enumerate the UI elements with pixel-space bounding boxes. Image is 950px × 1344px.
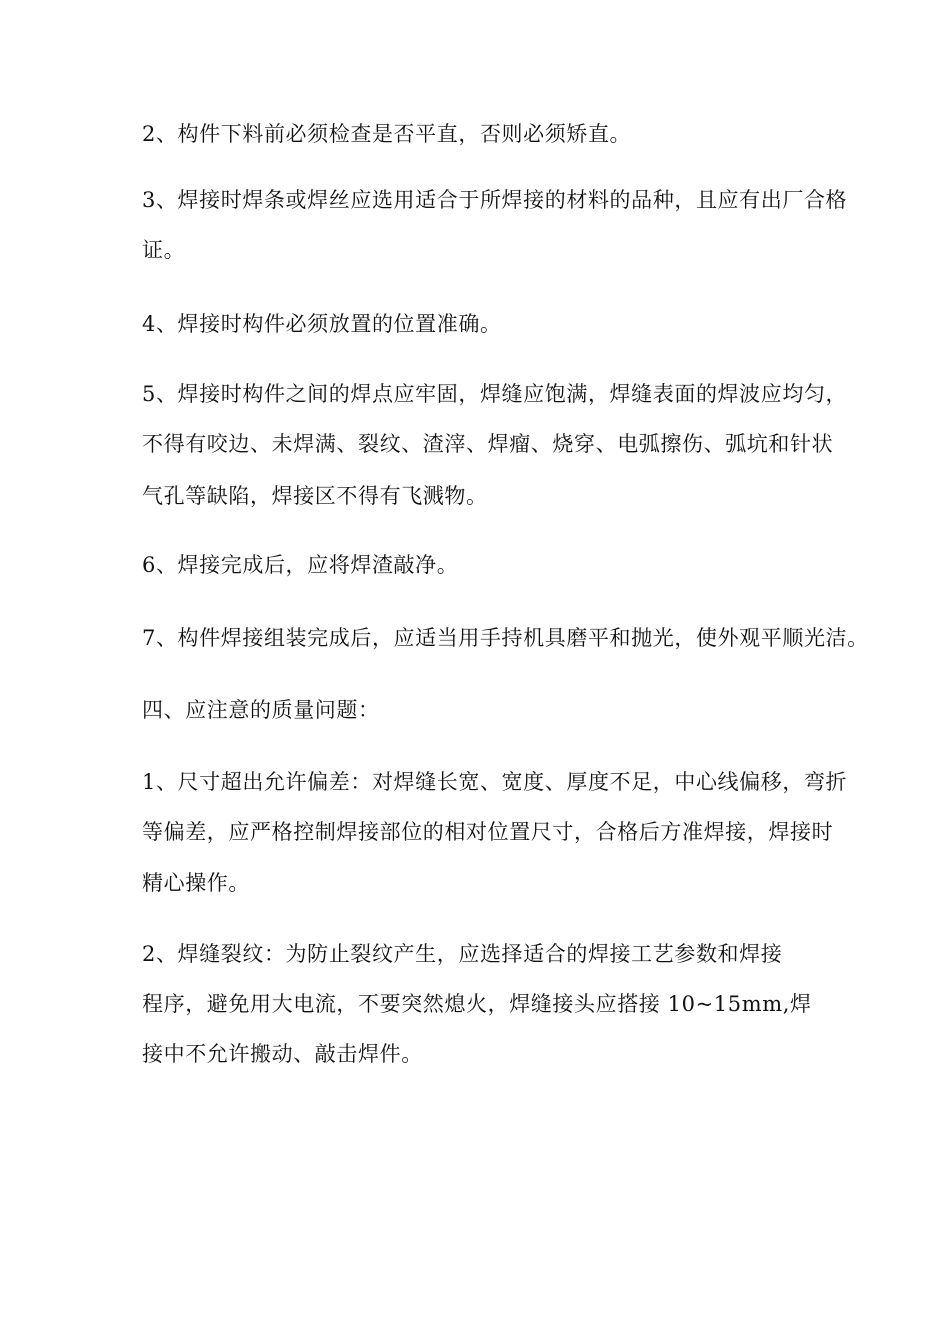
paragraph-line: 6、焊接完成后，应将焊渣敲净。 bbox=[142, 553, 459, 577]
paragraph-line: 程序，避免用大电流，不要突然熄火，焊缝接头应搭接 10~15mm,焊 bbox=[142, 992, 812, 1016]
paragraph-line: 5、焊接时构件之间的焊点应牢固，焊缝应饱满，焊缝表面的焊波应均匀， bbox=[142, 382, 848, 406]
paragraph-line: 3、焊接时焊条或焊丝应选用适合于所焊接的材料的品种，且应有出厂合格 bbox=[142, 188, 848, 212]
paragraph-line: 7、构件焊接组装完成后，应适当用手持机具磨平和抛光，使外观平顺光洁。 bbox=[142, 626, 869, 650]
paragraph-line: 不得有咬边、未焊满、裂纹、渣滓、焊瘤、烧穿、电弧擦伤、弧坑和针状 bbox=[142, 432, 834, 456]
paragraph-line: 2、焊缝裂纹：为防止裂纹产生，应选择适合的焊接工艺参数和焊接 bbox=[142, 942, 783, 966]
paragraph-line: 气孔等缺陷，焊接区不得有飞溅物。 bbox=[142, 484, 488, 508]
paragraph-line: 接中不允许搬动、敲击焊件。 bbox=[142, 1042, 423, 1066]
paragraph-line: 4、焊接时构件必须放置的位置准确。 bbox=[142, 312, 502, 336]
paragraph-line: 证。 bbox=[142, 238, 186, 262]
section-heading: 四、应注意的质量问题： bbox=[142, 698, 380, 722]
paragraph-line: 1、尺寸超出允许偏差：对焊缝长宽、宽度、厚度不足，中心线偏移，弯折 bbox=[142, 770, 848, 794]
paragraph-line: 等偏差，应严格控制焊接部位的相对位置尺寸，合格后方准焊接，焊接时 bbox=[142, 820, 834, 844]
paragraph-line: 精心操作。 bbox=[142, 871, 250, 895]
paragraph-line: 2、构件下料前必须检查是否平直，否则必须矫直。 bbox=[142, 122, 632, 146]
